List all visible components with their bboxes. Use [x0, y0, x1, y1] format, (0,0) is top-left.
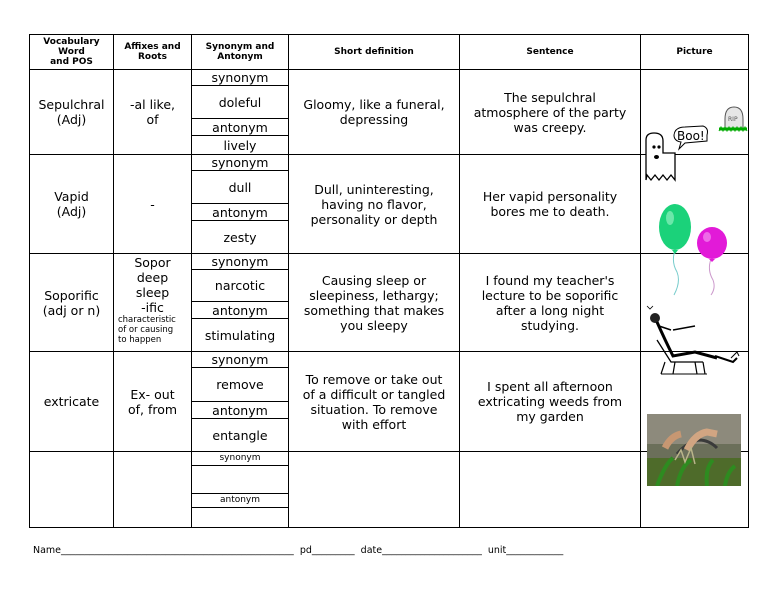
vocab-word: Sepulchral (Adj): [38, 97, 105, 127]
synonym-label: synonym: [211, 254, 269, 269]
table-border: [29, 527, 749, 528]
synonym-label: synonym: [211, 155, 269, 170]
antonym-value: lively: [223, 137, 257, 153]
example-sentence: The sepulchral atmosphere of the party was creepy.: [473, 89, 627, 135]
short-definition: Gloomy, like a funeral, depressing: [303, 97, 445, 127]
header-sentence: Sentence: [526, 47, 574, 57]
short-definition: Causing sleep or sleepiness, lethargy; something that makes you sleepy: [303, 272, 445, 333]
header-definition: Short definition: [334, 47, 414, 57]
antonym-value: stimulating: [204, 327, 276, 343]
antonym-value[interactable]: [192, 508, 288, 527]
synonym-value[interactable]: [192, 466, 288, 493]
antonym-label: antonym: [219, 495, 261, 505]
sleeping-student-picture: [645, 300, 745, 380]
affix-root: -: [150, 196, 155, 212]
affix-root: -al like, of: [129, 97, 176, 127]
synonym-value: narcotic: [214, 278, 266, 293]
short-definition[interactable]: [289, 452, 459, 527]
synonym-label: synonym: [211, 352, 269, 367]
affix-root-meaning: characteristic of or causing to happen: [118, 315, 176, 345]
example-sentence: Her vapid personality bores me to death.: [482, 189, 618, 219]
antonym-label: antonym: [212, 119, 268, 135]
ghost-text: Boo!: [677, 129, 705, 143]
example-sentence: I found my teacher's lecture to be soporific after a long night studying.: [481, 272, 619, 333]
vocab-word[interactable]: [30, 452, 113, 527]
synonym-value: doleful: [218, 94, 262, 110]
affix-root[interactable]: [114, 452, 191, 527]
header-affixes: Affixes and Roots: [124, 42, 181, 62]
short-definition: Dull, uninteresting, having no flavor, personality or depth: [310, 181, 438, 227]
header-picture: Picture: [676, 47, 713, 57]
balloons-picture: [641, 200, 748, 300]
vocab-word: Vapid (Adj): [54, 189, 89, 219]
vocab-word: extricate: [43, 394, 100, 409]
antonym-label: antonym: [212, 204, 268, 220]
short-definition: To remove or take out of a difficult or tangled situation. To remove with effort: [302, 371, 446, 432]
table-border: [748, 34, 749, 528]
antonym-label: antonym: [212, 302, 268, 318]
antonym-label: antonym: [212, 402, 268, 418]
antonym-value: entangle: [212, 427, 268, 443]
example-sentence: I spent all afternoon extricating weeds from my garden: [477, 379, 623, 424]
antonym-value: zesty: [223, 229, 257, 245]
picture-cell[interactable]: [641, 452, 748, 527]
synonym-value: dull: [228, 179, 252, 195]
affix-root-main: Sopor deep sleep -ific: [134, 255, 171, 315]
affix-root: Ex- out of, from: [127, 386, 178, 417]
synonym-label: synonym: [219, 453, 261, 463]
ghost-tombstone-picture: [641, 95, 748, 185]
vocab-word: Soporific (adj or n): [42, 287, 101, 318]
header-word: Vocabulary Word and POS: [43, 37, 100, 67]
synonym-label: synonym: [211, 70, 269, 85]
affix-root: [114, 254, 191, 351]
student-info-line[interactable]: Name_________________________________________________ pd_________ date_____________________ unit____________: [33, 545, 564, 556]
example-sentence[interactable]: [460, 452, 640, 527]
tomb-text: RIP: [728, 116, 738, 123]
header-synonyms: Synonym and Antonym: [205, 42, 275, 62]
synonym-value: remove: [216, 377, 264, 392]
